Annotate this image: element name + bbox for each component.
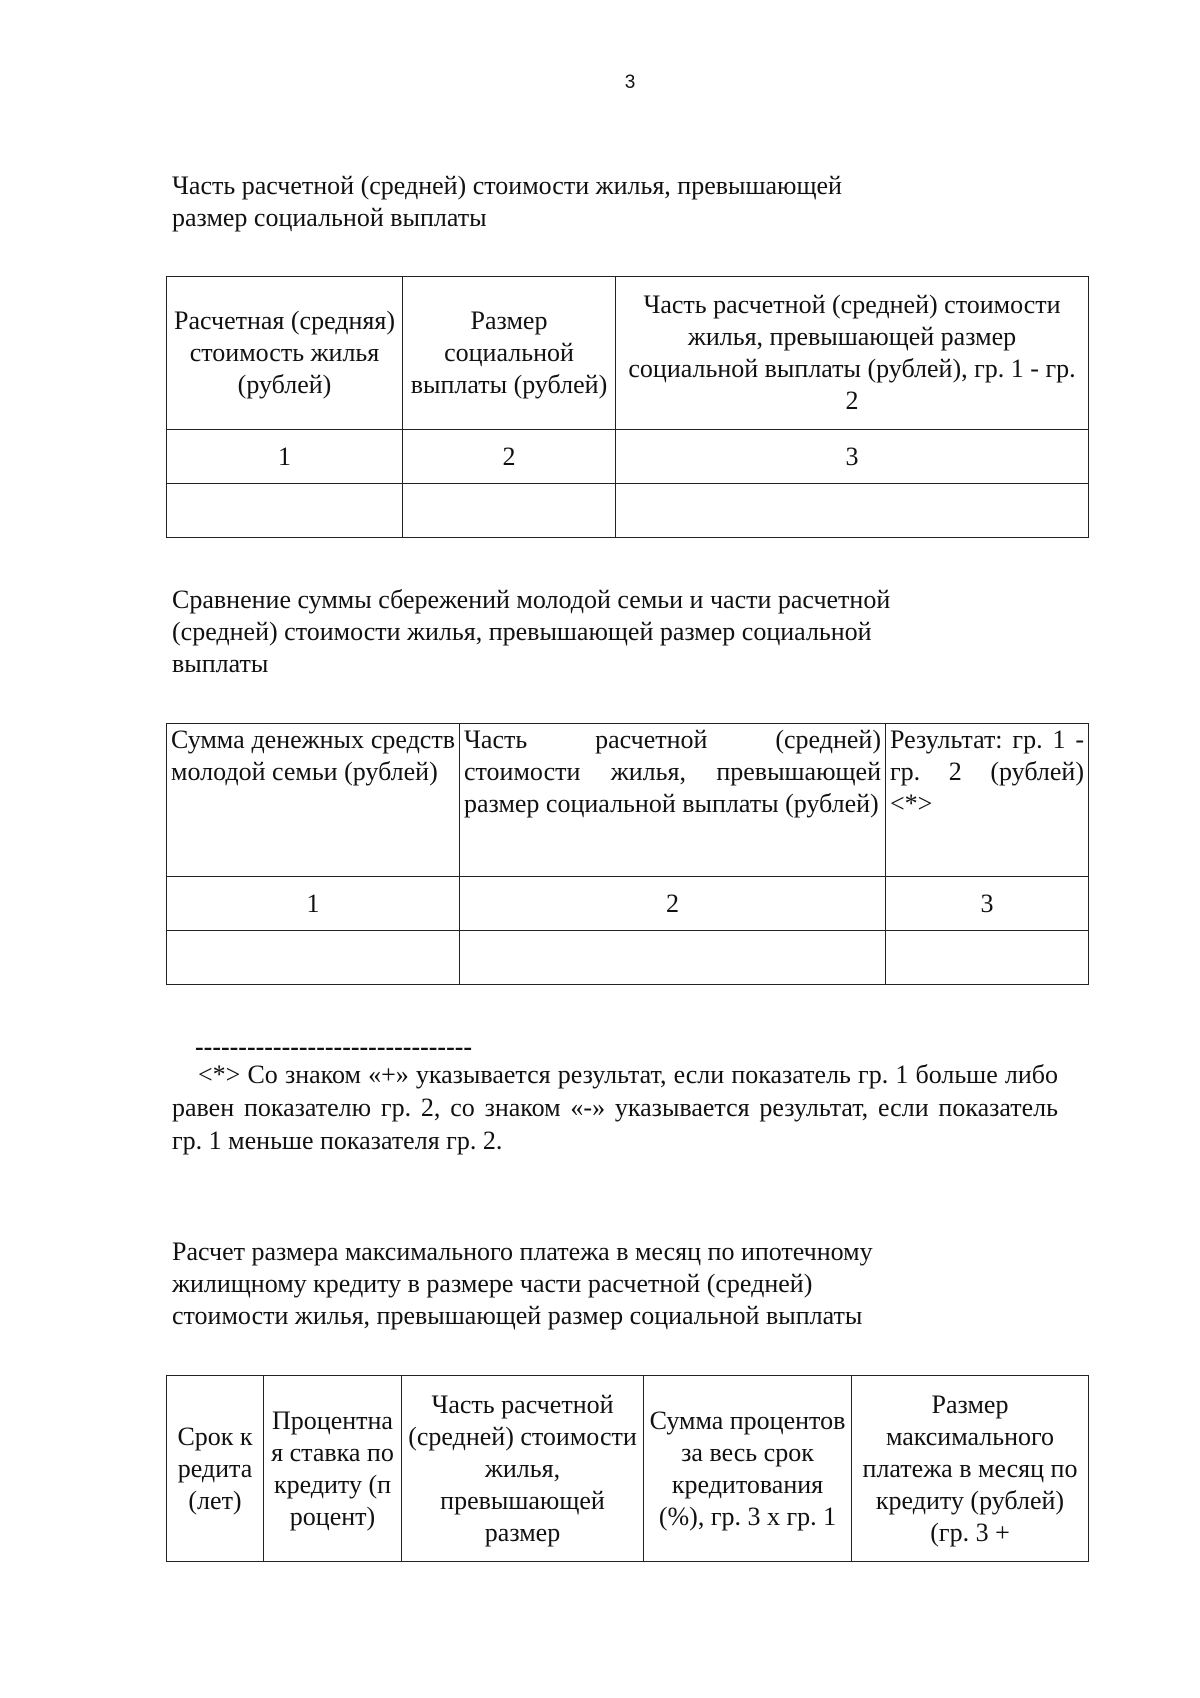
header-cell: Срок кредита (лет) <box>167 1376 264 1562</box>
empty-cell[interactable] <box>886 931 1089 985</box>
table-header-row <box>167 724 1089 877</box>
header-cell: Процентная ставка по кредиту (процент) <box>264 1376 402 1562</box>
column-number: 2 <box>403 430 616 484</box>
column-number: 3 <box>886 877 1089 931</box>
column-number: 1 <box>167 877 460 931</box>
header-cell: Часть расчетной (средней) стоимости жилья, превышающей размер социальной выплаты (рублей) <box>460 724 886 877</box>
empty-cell[interactable] <box>167 484 403 538</box>
header-cell: Часть расчетной (средней) стоимости жилья, превышающей размер <box>402 1376 644 1562</box>
header-cell: Сумма денежных средств молодой семьи (рублей) <box>167 724 460 877</box>
section2-heading: Сравнение суммы сбережений молодой семьи и части расчетной (средней) стоимости жилья, превышающей размер социальной выплаты <box>172 585 891 678</box>
column-number: 3 <box>616 430 1089 484</box>
column-number: 2 <box>460 877 886 931</box>
header-cell: Часть расчетной (средней) стоимости жилья, превышающей размер социальной выплаты (рублей), гр. 1 - гр. 2 <box>616 277 1089 430</box>
savings-comparison-table <box>166 723 1089 985</box>
footnote-text: <*> Со знаком «+» указывается результат, если показатель гр. 1 больше либо равен показателю гр. 2, со знаком «-» указывается результат, если показатель гр. 1 меньше показателя гр. 2. <box>172 1060 1058 1155</box>
empty-cell[interactable] <box>616 484 1089 538</box>
empty-cell[interactable] <box>167 931 460 985</box>
header-cell: Размер социальной выплаты (рублей) <box>403 277 616 430</box>
max-payment-table <box>166 1375 1089 1562</box>
section3-heading: Расчет размера максимального платежа в месяц по ипотечному жилищному кредиту в размере части расчетной (средней) стоимости жилья, превышающей размер социальной выплаты <box>172 1237 873 1330</box>
column-number: 1 <box>167 430 403 484</box>
header-cell: Сумма процентов за весь срок кредитования (%), гр. 3 x гр. 1 <box>644 1376 852 1562</box>
header-cell: Расчетная (средняя) стоимость жилья (рублей) <box>167 277 403 430</box>
header-cell: Результат: гр. 1 - гр. 2 (рублей) <*> <box>886 724 1089 877</box>
table-header-row <box>167 1376 1089 1562</box>
table-row <box>167 484 1089 538</box>
header-cell: Размер максимального платежа в месяц по кредиту (рублей) (гр. 3 + <box>852 1376 1089 1562</box>
column-number-row <box>167 877 1089 931</box>
table-header-row <box>167 277 1089 430</box>
housing-cost-table <box>166 276 1089 538</box>
page-number: 3 <box>624 72 636 93</box>
section1-heading: Часть расчетной (средней) стоимости жилья, превышающей размер социальной выплаты <box>172 171 842 232</box>
footnote-separator: -------------------------------- <box>195 1032 473 1061</box>
column-number-row <box>167 430 1089 484</box>
empty-cell[interactable] <box>460 931 886 985</box>
table-row <box>167 931 1089 985</box>
empty-cell[interactable] <box>403 484 616 538</box>
